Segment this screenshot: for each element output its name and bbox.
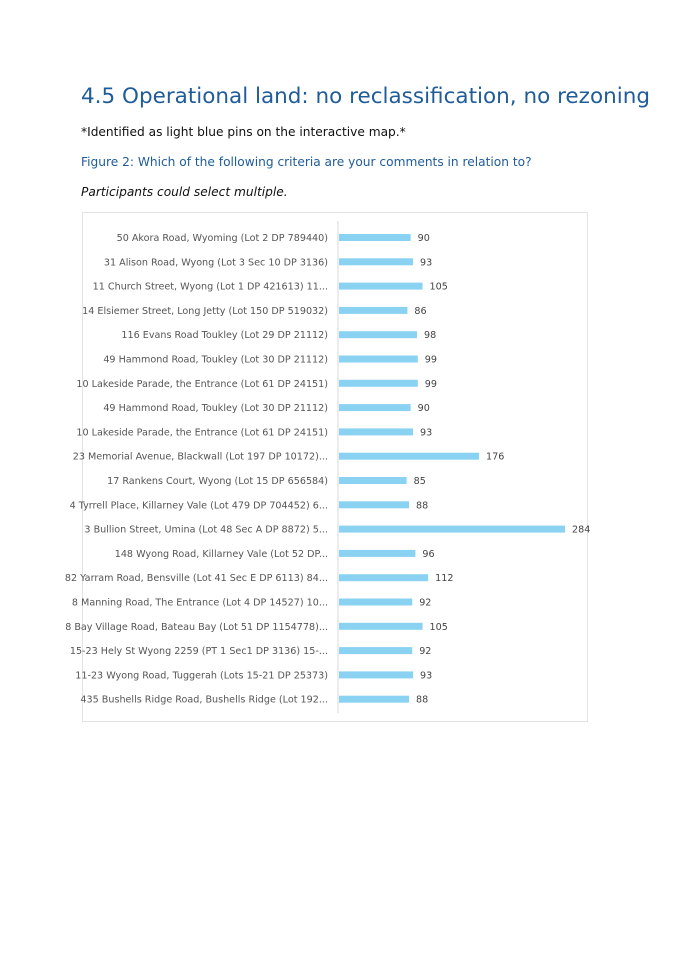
bar: [339, 258, 413, 265]
bar: [339, 696, 409, 703]
bar: [339, 671, 413, 678]
value-label: 99: [424, 378, 438, 390]
category-label: 11-23 Wyong Road, Tuggerah (Lots 15-21 DP 25373): [75, 670, 328, 682]
category-label: 17 Rankens Court, Wyong (Lot 15 DP 656584): [107, 476, 328, 487]
value-label: 93: [420, 427, 433, 439]
value-label: 92: [419, 597, 432, 609]
bar: [339, 307, 407, 314]
category-label: 23 Memorial Avenue, Blackwall (Lot 197 DP 10172)...: [72, 451, 328, 463]
bar: [339, 501, 409, 508]
value-label: 90: [417, 403, 430, 415]
multi-select-note: Participants could select multiple.: [81, 185, 288, 199]
category-label: 3 Bullion Street, Umina (Lot 48 Sec A DP 8872) 5...: [84, 524, 328, 536]
category-label: 49 Hammond Road, Toukley (Lot 30 DP 21112): [103, 354, 328, 366]
value-label: 98: [423, 330, 437, 342]
category-label: 8 Bay Village Road, Bateau Bay (Lot 51 DP 1154778)...: [65, 621, 328, 633]
value-label: 93: [420, 670, 433, 682]
value-label: 93: [420, 257, 433, 269]
category-label: 10 Lakeside Parade, the Entrance (Lot 61 DP 24151): [76, 427, 328, 439]
category-label: 31 Alison Road, Wyong (Lot 3 Sec 10 DP 3136): [103, 257, 328, 269]
bar: [339, 428, 413, 435]
bar: [339, 599, 412, 606]
value-label: 112: [435, 573, 454, 585]
bar: [339, 647, 412, 654]
value-label: 88: [416, 500, 429, 512]
category-label: 116 Evans Road Toukley (Lot 29 DP 21112): [121, 330, 328, 342]
bar: [339, 380, 418, 387]
value-label: 105: [429, 621, 448, 633]
value-label: 96: [422, 548, 435, 560]
bar: [339, 550, 415, 557]
category-label: 10 Lakeside Parade, the Entrance (Lot 61 DP 24151): [76, 378, 328, 390]
bar: [339, 623, 423, 630]
value-label: 284: [572, 524, 591, 536]
value-label: 99: [424, 354, 438, 366]
category-label: 82 Yarram Road, Bensville (Lot 41 Sec E DP 6113) 84...: [64, 573, 328, 585]
bar: [339, 331, 417, 338]
value-label: 105: [429, 281, 448, 293]
bar-chart-svg: [64, 213, 591, 723]
category-label: 14 Elsiemer Street, Long Jetty (Lot 150 DP 519032): [82, 305, 328, 317]
bar: [339, 526, 565, 533]
category-label: 4 Tyrrell Place, Killarney Vale (Lot 479 DP 704452) 6...: [69, 500, 328, 512]
bar: [339, 283, 423, 290]
bar: [339, 356, 418, 363]
figure-caption: Figure 2: Which of the following criteria are your comments in relation to?: [81, 155, 532, 169]
category-label: 148 Wyong Road, Killarney Vale (Lot 52 DP...: [114, 548, 328, 560]
bar: [339, 477, 407, 484]
bar: [339, 234, 411, 241]
value-label: 176: [486, 451, 505, 463]
bar: [339, 404, 411, 411]
value-label: 88: [416, 694, 429, 706]
category-label: 15-23 Hely St Wyong 2259 (PT 1 Sec1 DP 3136) 15-...: [69, 646, 328, 658]
category-label: 435 Bushells Ridge Road, Bushells Ridge (Lot 192...: [80, 694, 328, 706]
value-label: 90: [417, 233, 430, 244]
category-label: 11 Church Street, Wyong (Lot 1 DP 421613) 11...: [92, 281, 328, 293]
category-label: 50 Akora Road, Wyoming (Lot 2 DP 789440): [116, 233, 328, 244]
value-label: 85: [413, 476, 426, 487]
category-label: 8 Manning Road, The Entrance (Lot 4 DP 14527) 10...: [71, 597, 328, 609]
bar-chart: [64, 212, 591, 722]
bar: [339, 453, 479, 460]
category-label: 49 Hammond Road, Toukley (Lot 30 DP 21112): [103, 403, 328, 415]
page-title: 4.5 Operational land: no reclassification, no rezoning: [81, 84, 650, 109]
bar: [339, 574, 428, 581]
map-note: *Identified as light blue pins on the interactive map.*: [81, 125, 406, 139]
value-label: 86: [414, 305, 427, 317]
value-label: 92: [419, 646, 432, 658]
